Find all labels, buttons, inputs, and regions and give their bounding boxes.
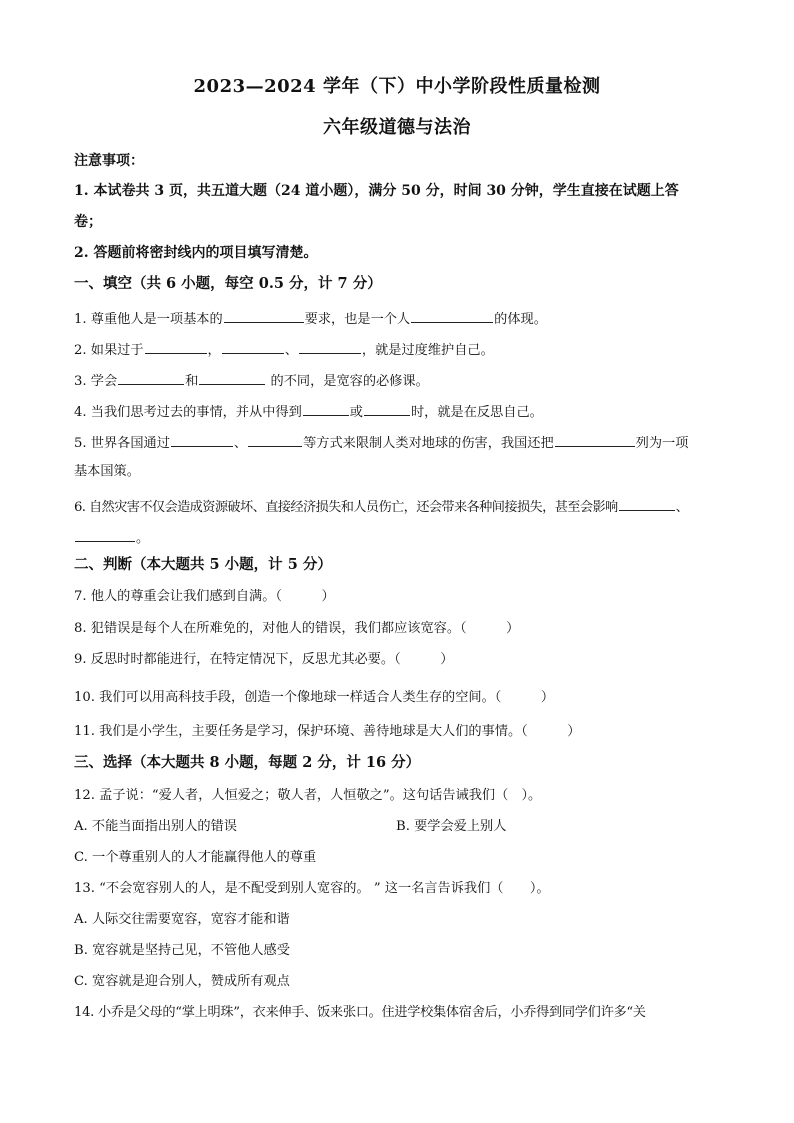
question-1	[74, 308, 734, 329]
question-4	[74, 401, 734, 422]
note-2: 2. 答题前将密封线内的项目填写清楚。	[74, 245, 318, 261]
note-1: 1. 本试卷共 3 页，共五道大题（24 道小题），满分 50 分，时间 30 分钟，学生直接在试题上答	[74, 183, 679, 199]
question-6	[74, 496, 734, 517]
question-5-cont: 基本国策。	[74, 464, 140, 479]
answer-blank[interactable]	[299, 339, 361, 354]
answer-blank[interactable]	[411, 308, 493, 323]
q2-text-a: 2. 如果过于	[74, 343, 144, 358]
q12-option-c[interactable]: C. 一个尊重别人的人才能赢得他人的尊重	[74, 850, 317, 865]
answer-blank[interactable]	[145, 339, 207, 354]
q6-text-b: 、	[675, 500, 689, 515]
q13-option-a[interactable]: A. 人际交往需要宽容，宽容才能和谐	[74, 912, 290, 927]
answer-blank[interactable]	[555, 432, 635, 447]
answer-blank[interactable]	[364, 401, 410, 416]
q13-option-b[interactable]: B. 宽容就是坚持己见，不管他人感受	[74, 943, 290, 958]
q5-text-b: 、	[233, 436, 248, 451]
question-11: 11. 我们是小学生，主要任务是学习，保护环境、善待地球是大人们的事情。（ ）	[74, 724, 581, 739]
q1-text-a: 1. 尊重他人是一项基本的	[74, 312, 223, 327]
q3-text-c: 的不同，是宽容的必修课。	[266, 374, 429, 389]
answer-blank[interactable]	[199, 370, 265, 385]
answer-blank[interactable]	[222, 339, 284, 354]
q2-text-d: ，就是过度维护自己。	[361, 343, 494, 358]
q6-text-c: 。	[136, 531, 150, 546]
question-10: 10. 我们可以用高科技手段，创造一个像地球一样适合人类生存的空间。（ ）	[74, 690, 555, 705]
q2-text-c: 、	[284, 343, 298, 358]
q5-text-d: 列为一项	[635, 436, 689, 451]
notes-label: 注意事项：	[74, 153, 144, 169]
question-5	[74, 432, 734, 453]
question-3	[74, 370, 734, 391]
q5-text-c: 等方式来限制人类对地球的伤害，我国还把	[303, 436, 554, 451]
exam-title: 2023—2024 学年（下）中小学阶段性质量检测	[193, 76, 601, 97]
question-8: 8. 犯错误是每个人在所难免的，对他人的错误，我们都应该宽容。（ ）	[74, 621, 520, 636]
question-12-options-row	[74, 818, 734, 836]
section-1-heading: 一、填空（共 6 小题，每空 0.5 分，计 7 分）	[74, 275, 382, 292]
question-7: 7. 他人的尊重会让我们感到自满。（ ）	[74, 589, 335, 604]
question-6-cont	[74, 527, 734, 548]
q12-option-b[interactable]: B. 要学会爱上别人	[396, 819, 507, 834]
q1-text-b: 要求，也是一个人	[304, 312, 411, 327]
answer-blank[interactable]	[303, 401, 349, 416]
q4-text-b: 或	[349, 405, 363, 420]
q4-text-c: 时，就是在反思自己。	[410, 405, 543, 420]
answer-blank[interactable]	[171, 432, 233, 447]
note-1-cont: 卷；	[74, 214, 102, 230]
q4-text-a: 4. 当我们思考过去的事情，并从中得到	[74, 405, 302, 420]
q1-text-c: 的体现。	[494, 312, 547, 327]
q5-text-a: 5. 世界各国通过	[74, 436, 170, 451]
section-3-heading: 三、选择（本大题共 8 小题，每题 2 分，计 16 分）	[74, 754, 421, 771]
question-14: 14. 小乔是父母的“掌上明珠”，衣来伸手、饭来张口。住进学校集体宿舍后，小乔得到同学们许多“关	[74, 1005, 646, 1020]
q13-option-c[interactable]: C. 宽容就是迎合别人，赞成所有观点	[74, 974, 290, 989]
answer-blank[interactable]	[75, 527, 135, 542]
q2-text-b: ，	[207, 343, 221, 358]
question-2	[74, 339, 734, 360]
answer-blank[interactable]	[118, 370, 184, 385]
q3-text-a: 3. 学会	[74, 374, 118, 389]
section-2-heading: 二、判断（本大题共 5 小题，计 5 分）	[74, 556, 332, 573]
question-13: 13. “不会宽容别人的人，是不配受到别人宽容的。 ” 这一名言告诉我们（ ）。	[74, 881, 550, 896]
question-9: 9. 反思时时都能进行，在特定情况下，反思尤其必要。（ ）	[74, 652, 454, 667]
q3-text-b: 和	[185, 374, 199, 389]
question-12: 12. 孟子说：“爱人者，人恒爱之；敬人者，人恒敬之”。这句话告诫我们（ ）。	[74, 788, 542, 803]
exam-subject: 六年级道德与法治	[323, 117, 471, 138]
q12-option-a[interactable]: A. 不能当面指出别人的错误	[74, 819, 237, 834]
answer-blank[interactable]	[224, 308, 304, 323]
answer-blank[interactable]	[248, 432, 302, 447]
q6-text-a: 6. 自然灾害不仅会造成资源破坏、直接经济损失和人员伤亡，还会带来各种间接损失，甚至会影响	[74, 500, 618, 515]
answer-blank[interactable]	[619, 496, 675, 511]
